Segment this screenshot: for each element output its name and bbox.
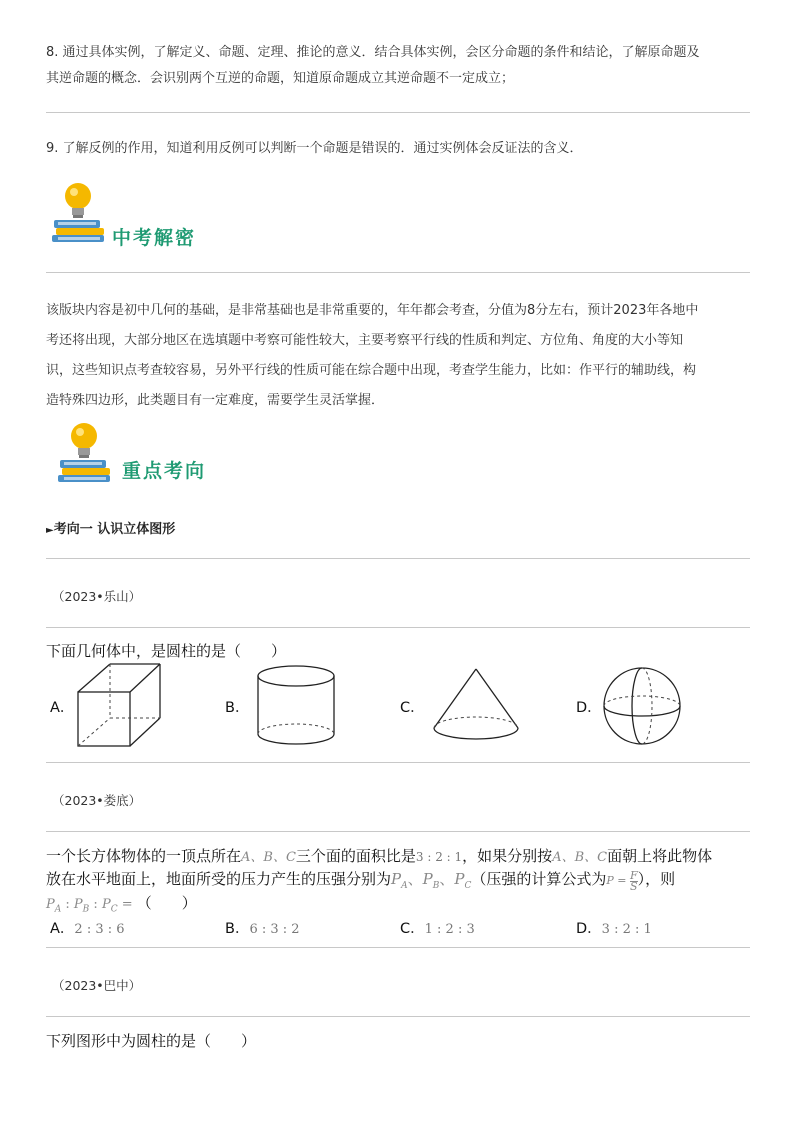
section-title-zhongkao: 中考解密: [112, 227, 197, 249]
divider: [46, 831, 750, 832]
item-8: [46, 40, 758, 92]
intro-line3: 识，这些知识点考查较容易，另外平行线的性质可能在综合题中出现，考查学生能力，比如：作平行的辅助线，构: [46, 363, 697, 378]
divider: [46, 558, 750, 559]
topic-heading: [46, 518, 175, 537]
divider: [46, 762, 750, 763]
topic-marker: ►: [46, 525, 54, 536]
item-9: 9. 了解反例的作用，知道利用反例可以判断一个命题是错误的．通过实例体会反证法的含义．: [46, 141, 583, 156]
q2-text: ），则: [637, 870, 676, 888]
item-8-line1: 8. 通过具体实例，了解定义、命题、定理、推论的意义．结合具体实例，会区分命题的条件和结论，了解原命题及: [46, 45, 700, 60]
q2-sep: 、: [439, 870, 455, 888]
lightbulb-books-icon: [56, 420, 116, 486]
q2-option-c: C．1 : 2 : 3: [400, 921, 475, 937]
q2-vars: A、B、C: [552, 850, 608, 865]
q2-stem-line1: [46, 845, 712, 866]
q2-pa: $P_A$: [391, 870, 408, 891]
q2-source: （2023•娄底）: [52, 793, 142, 808]
q2-ratio: 3 : 2 : 1: [415, 850, 463, 864]
q1-option-a-label: A．: [50, 700, 75, 716]
intro-line1: 该版块内容是初中几何的基础，是非常基础也是非常重要的，年年都会考查，分值为8分左右，预计2023年各地中: [46, 303, 699, 318]
q2-vars: A、B、C: [241, 850, 296, 865]
divider: [46, 112, 750, 113]
cone-figure: [430, 666, 524, 744]
section-title-zhongdian: 重点考向: [122, 460, 207, 482]
q2-text: 面朝上将此物体: [607, 847, 713, 865]
lightbulb-books-icon: [50, 180, 110, 246]
divider: [46, 272, 750, 273]
sphere-figure: [600, 664, 684, 748]
q3-source: （2023•巴中）: [52, 978, 142, 993]
q2-pc: $P_C$: [454, 870, 472, 891]
q1-option-d-label: D．: [576, 700, 602, 716]
q2-paren: （ ）: [136, 894, 197, 912]
q2-text: 三个面的面积比是: [295, 847, 416, 865]
q1-option-b-label: B．: [225, 700, 250, 716]
q2-stem-line3: [46, 892, 197, 915]
intro-line4: 造特殊四边形，此类题目有一定难度，需要学生灵活掌握．: [46, 393, 385, 408]
q2-text: 一个长方体物体的一顶点所在: [46, 847, 242, 865]
q2-text: ，如果分别按: [462, 847, 553, 865]
intro-paragraph: [46, 296, 758, 416]
q2-option-d: D．3 : 2 : 1: [576, 921, 652, 937]
divider: [46, 947, 750, 948]
q2-sep: 、: [407, 870, 423, 888]
q2-pb: $P_B$: [422, 870, 440, 891]
q2-option-a: A．2 : 3 : 6: [50, 921, 125, 937]
q2-formula: P = $\frac{F}{S}$: [606, 868, 638, 893]
q1-stem: 下面几何体中，是圆柱的是（ ）: [46, 642, 287, 660]
cylinder-figure: [254, 664, 338, 748]
intro-line2: 考还将出现，大部分地区在选填题中考察可能性较大，主要考察平行线的性质和判定、方位角、角度的大小等知: [46, 333, 684, 348]
divider: [46, 1016, 750, 1017]
q2-text: 放在水平地面上，地面所受的压力产生的压强分别为: [46, 870, 392, 888]
q1-source: （2023•乐山）: [52, 589, 142, 604]
cube-figure: [74, 662, 166, 750]
item-8-line2: 其逆命题的概念．会识别两个互逆的命题，知道原命题成立其逆命题不一定成立；: [46, 71, 515, 86]
q2-stem-line2: [46, 868, 675, 892]
q2-option-b: B．6 : 3 : 2: [225, 921, 300, 937]
divider: [46, 627, 750, 628]
q2-text: （压强的计算公式为: [471, 870, 607, 888]
q3-stem: 下列图形中为圆柱的是（ ）: [46, 1032, 257, 1050]
q1-option-c-label: C．: [400, 700, 425, 716]
q2-pressure-ratio: $P_A$ : $P_B$ : $P_C$ =: [46, 897, 137, 915]
topic-label: 考向一 认识立体图形: [53, 522, 176, 537]
